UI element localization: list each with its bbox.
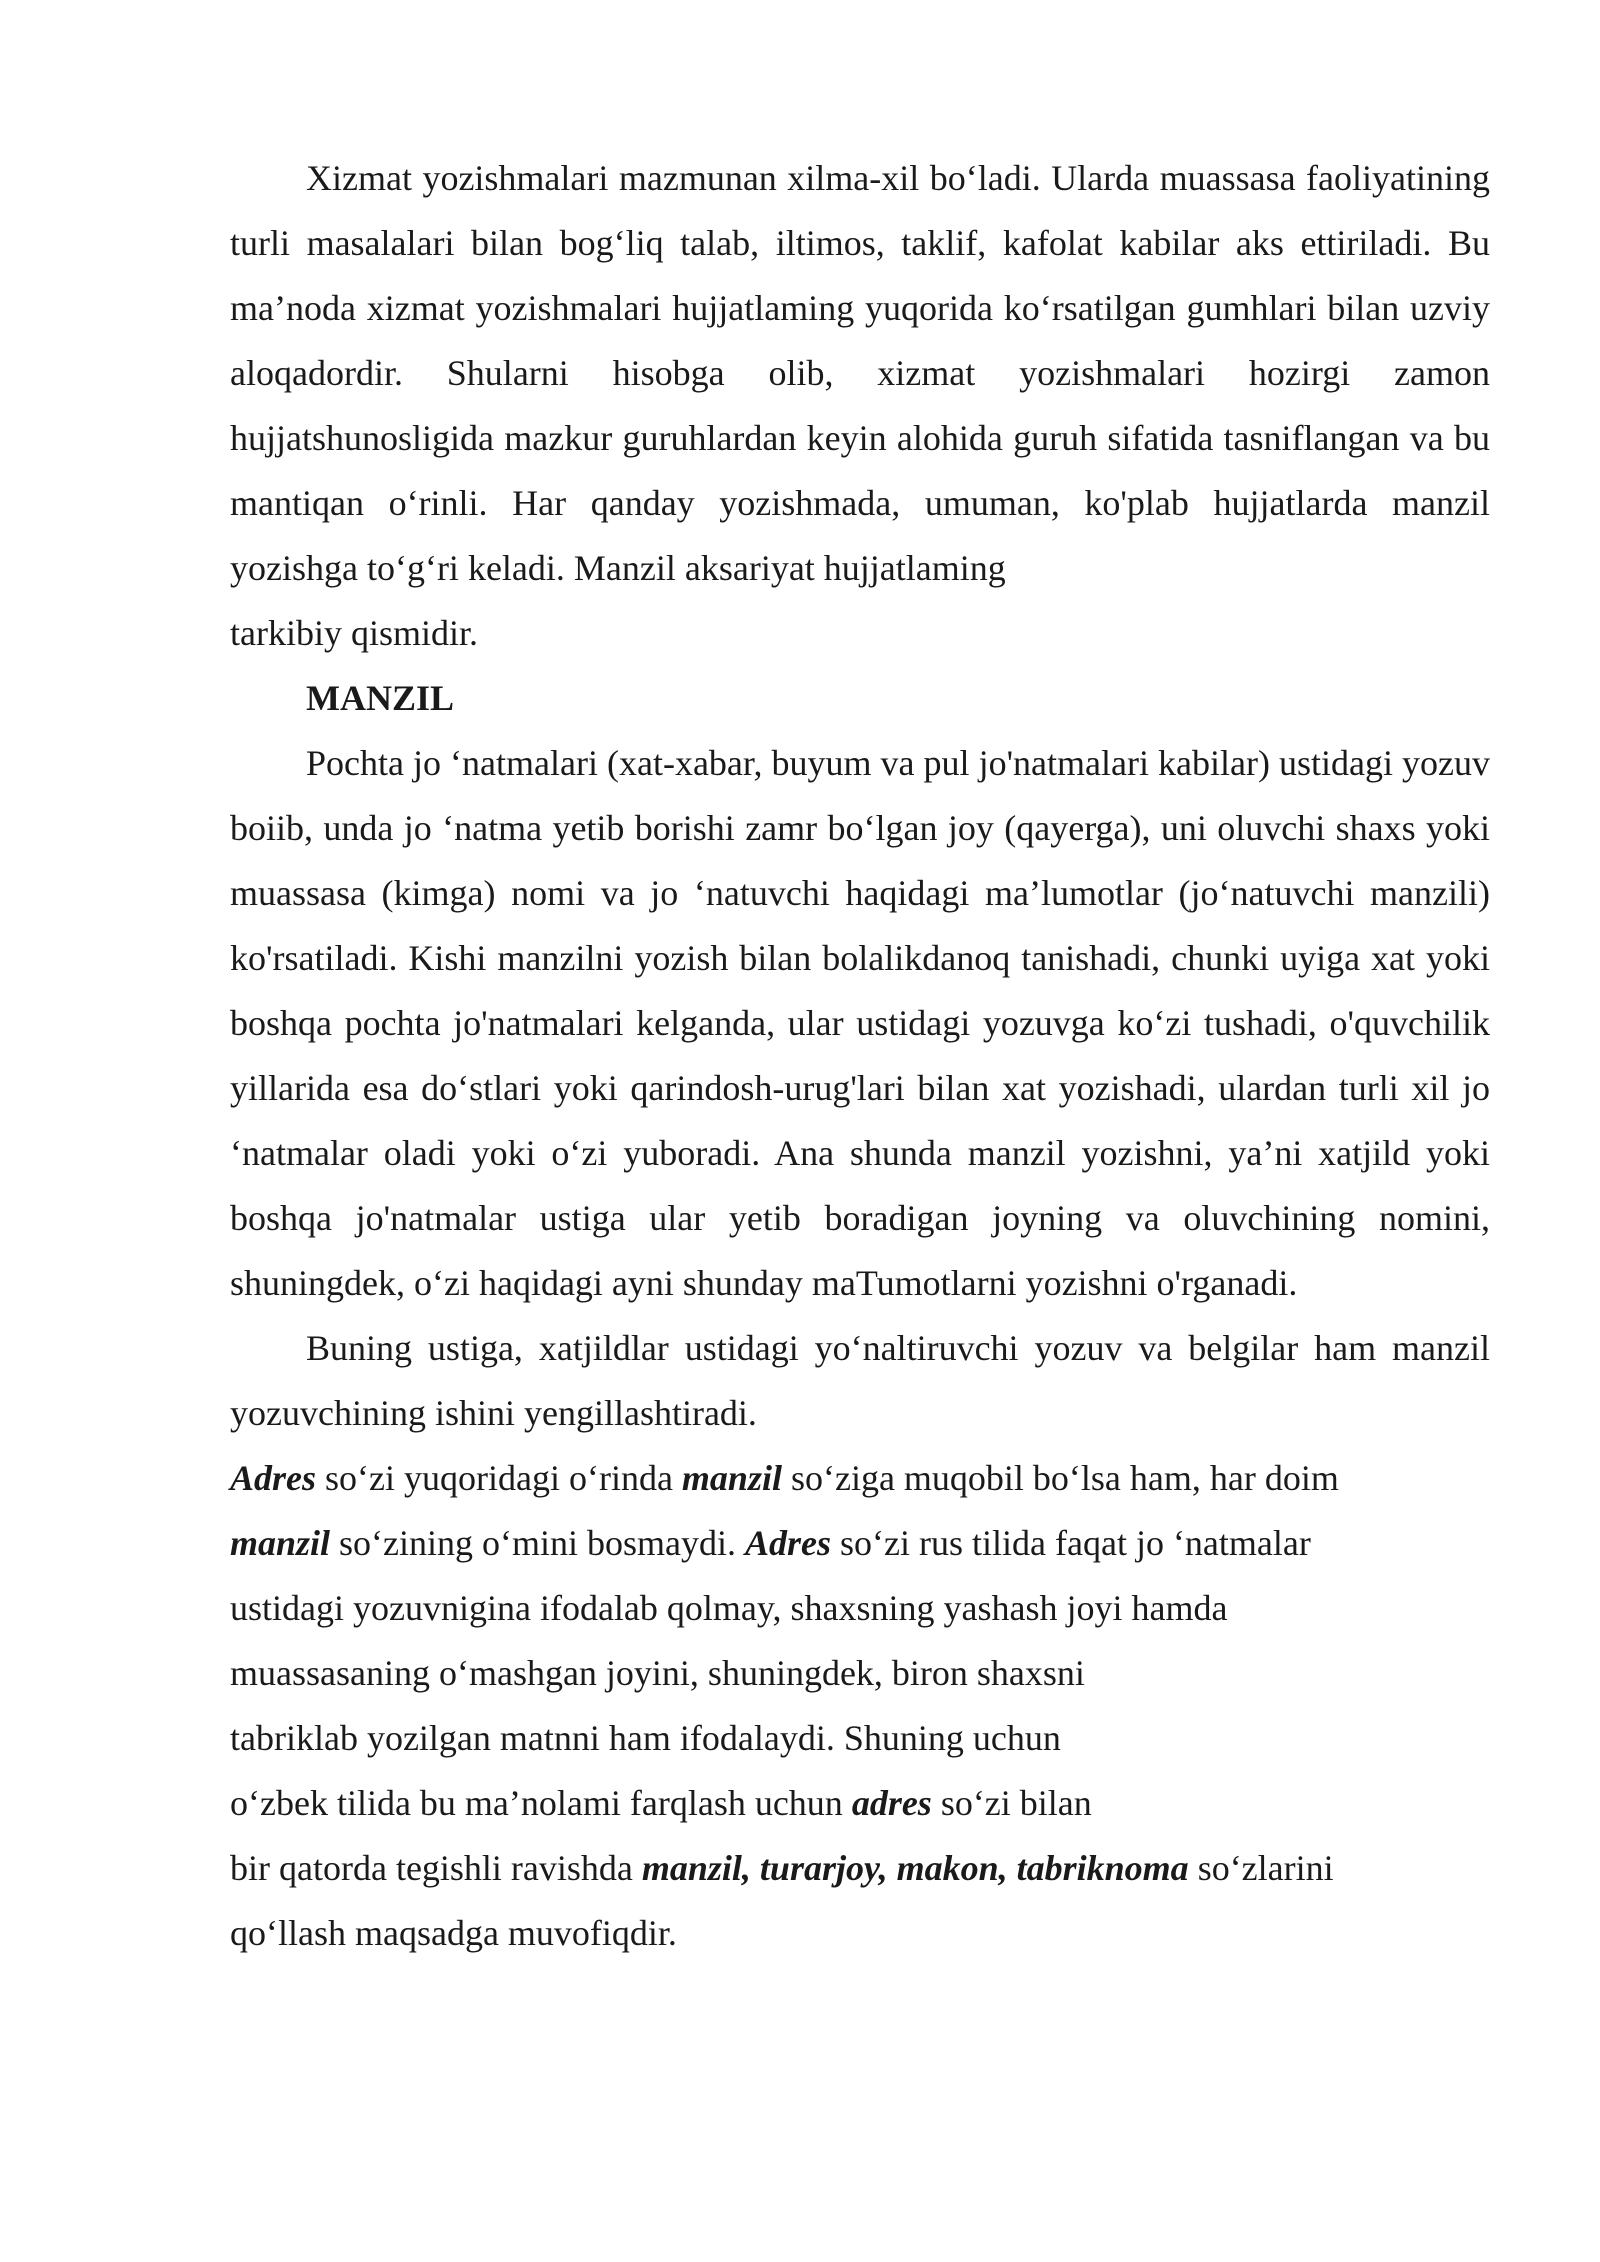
document-page [230, 146, 1490, 1966]
adres-line-4: muassasaning o‘mashgan joyini, shuningdek, biron shaxsni [230, 1653, 1085, 1693]
adres-line-3: ustidagi yozuvnigina ifodalab qolmay, shaxsning yashash joyi hamda [230, 1588, 1228, 1628]
term-manzil: manzil [681, 1458, 782, 1498]
text-run: bir qatorda tegishli ravishda [230, 1848, 642, 1888]
term-adres: Adres [230, 1458, 317, 1498]
adres-block [230, 1446, 1490, 1966]
text-run: so‘zi rus tilida faqat jo ‘natmalar [831, 1523, 1311, 1563]
paragraph-intro: Xizmat yozishmalari mazmunan xilma-xil bo‘ladi. Ularda muassasa faoliyatining turli masalalari bilan bog‘liq talab, iltimos, taklif, kafolat kabilar aks ettiriladi. Bu ma’noda xizmat yozishmalari hujjatlaming yuqorida ko‘rsatilgan gumhlari bilan uzviy aloqadordir. Shularni hisobga olib, xizmat yozishmalari hozirgi zamon hujjatshunosligida mazkur guruhlardan keyin alohida guruh sifatida tasniflangan va bu mantiqan o‘rinli. Har qanday yozishmada, umuman, ko'plab hujjatlarda manzil yozishga to‘g‘ri keladi. Manzil aksariyat hujjatlaming [230, 158, 1490, 588]
paragraph-xatjild: Buning ustiga, xatjildlar ustidagi yo‘naltiruvchi yozuv va belgilar ham manzil yozuvchining ishini yengillashtiradi. [230, 1328, 1490, 1433]
term-adres: adres [851, 1783, 932, 1823]
text-run: so‘ziga muqobil bo‘lsa ham, har doim [781, 1458, 1339, 1498]
term-list: manzil, turarjoy, makon, tabriknoma [641, 1848, 1189, 1888]
text-run: o‘zbek tilida bu ma’nolami farqlash uchun [230, 1783, 852, 1823]
paragraph-intro-tail: tarkibiy qismidir. [230, 613, 478, 653]
section-heading: MANZIL [306, 678, 455, 718]
adres-line-1 [230, 1446, 1490, 1511]
term-adres: Adres [745, 1523, 832, 1563]
term-manzil: manzil [230, 1523, 331, 1563]
text-run: so‘zi yuqoridagi o‘rinda [316, 1458, 682, 1498]
text-run: so‘zining o‘mini bosmaydi. [330, 1523, 746, 1563]
text-run: so‘zlarini [1188, 1848, 1334, 1888]
adres-line-8: qo‘llash maqsadga muvofiqdir. [230, 1913, 677, 1953]
text-run: so‘zi bilan [931, 1783, 1092, 1823]
adres-line-2 [230, 1511, 1490, 1576]
adres-line-6 [230, 1771, 1490, 1836]
paragraph-pochta: Pochta jo ‘natmalari (xat-xabar, buyum va pul jo'natmalari kabilar) ustidagi yozuv boiib, unda jo ‘natma yetib borishi zamr bo‘lgan joy (qayerga), uni oluvchi shaxs yoki muassasa (kimga) nomi va jo ‘natuvchi haqidagi ma’lumotlar (jo‘natuvchi manzili) ko'rsatiladi. Kishi manzilni yozish bilan bolalikdanoq tanishadi, chunki uyiga xat yoki boshqa pochta jo'natmalari kelganda, ular ustidagi yozuvga ko‘zi tushadi, o'quvchilik yillarida esa do‘stlari yoki qarindosh-urug'lari bilan xat yozishadi, ulardan turli xil jo ‘natmalar oladi yoki o‘zi yuboradi. Ana shunda manzil yozishni, ya’ni xatjild yoki boshqa jo'natmalar ustiga ular yetib boradigan joyning va oluvchining nomini, shuningdek, o‘zi haqidagi ayni shunday maTumotlarni yozishni o'rganadi. [230, 743, 1490, 1303]
adres-line-7 [230, 1836, 1490, 1901]
adres-line-5: tabriklab yozilgan matnni ham ifodalaydi. Shuning uchun [230, 1718, 1061, 1758]
